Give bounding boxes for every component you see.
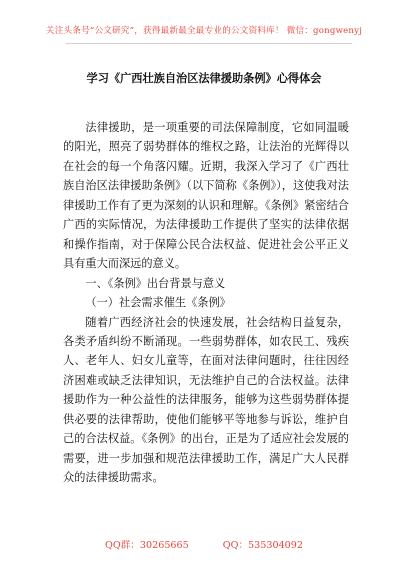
footer-contacts [0, 537, 408, 551]
header-banner: 关注头条号“公文研究”，获得最新最全最专业的公文资料库！ 微信：gongwenyj [45, 26, 363, 36]
header-divider [66, 43, 352, 44]
footer-qq: QQ：535304092 [222, 540, 303, 551]
document-body [63, 118, 349, 488]
document-title: 学习《广西壮族自治区法律援助条例》心得体会 [86, 71, 322, 85]
body-paragraph: 随着广西经济社会的快速发展，社会结构日益复杂，各类矛盾纠纷不断涌现。一些弱势群体，如农民工、残疾人、老年人、妇女儿童等，在面对法律问题时，往往因经济困难或缺乏法律知识，无法维护自己的合法权益。法律援助作为一种公益性的法律服务，能够为这些弱势群体提供必要的法律帮助，使他们能够平等地参与诉讼，维护自己的合法权益。《条例》的出台，正是为了适应社会发展的需要，进一步加强和规范法律援助工作，满足广大人民群众的法律援助需求。 [63, 315, 349, 485]
footer-qq-group: QQ群：30265665 [104, 540, 189, 551]
subsection-heading: （一）社会需求催生《条例》 [85, 296, 231, 310]
section-heading: 一、《条例》出台背景与意义 [85, 276, 226, 290]
intro-paragraph: 法律援助，是一项重要的司法保障制度，它如同温暖的阳光，照亮了弱势群体的维权之路，让法治的光辉得以在社会的每一个角落闪耀。近期，我深入学习了《广西壮族自治区法律援助条例》（以下简称《条例》），这使我对法律援助工作有了更为深刻的认识和理解。《条例》紧密结合广西的实际情况，为法律援助工作提供了坚实的法律依据和操作指南，对于保障公民合法权益、促进社会公平正义具有重大而深远的意义。 [63, 121, 349, 271]
